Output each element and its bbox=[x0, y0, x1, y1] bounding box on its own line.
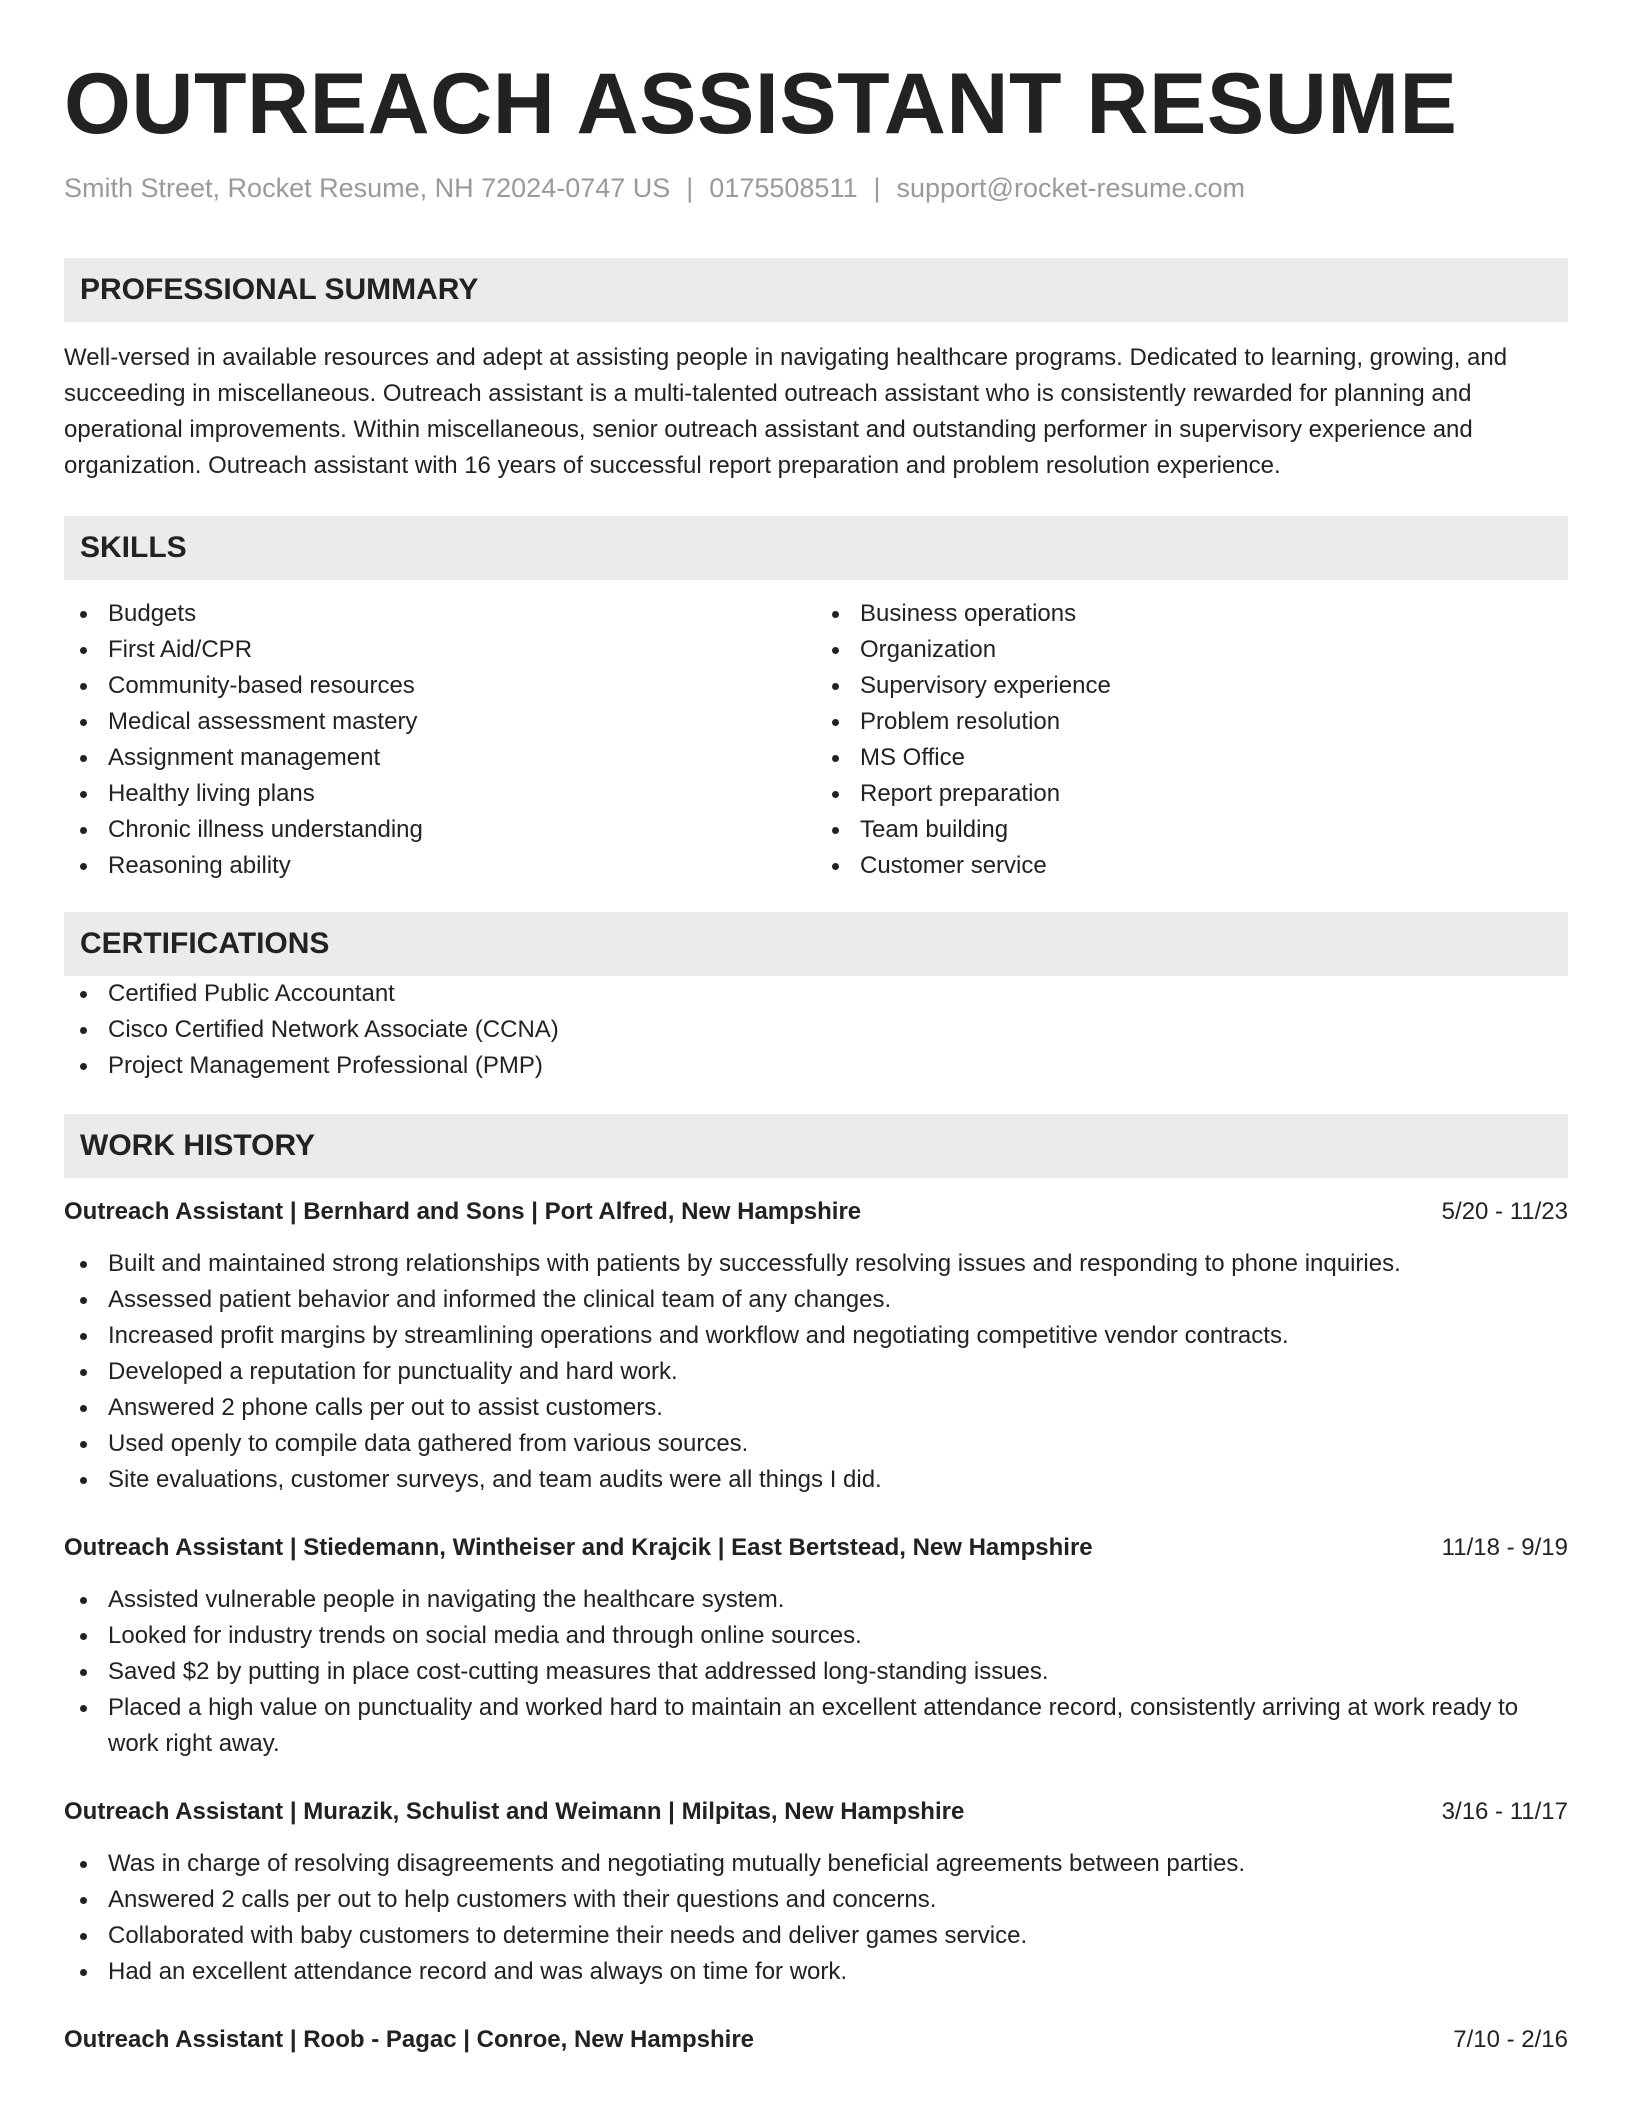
job-dates: 3/16 - 11/17 bbox=[1441, 1798, 1568, 1825]
job-duty-text: Assessed patient behavior and informed the clinical team of any changes. bbox=[108, 1286, 892, 1313]
skills-list-right bbox=[816, 596, 1568, 884]
skill-item bbox=[816, 848, 1568, 884]
job-header bbox=[64, 1530, 1568, 1566]
skill-item bbox=[816, 740, 1568, 776]
skill-item-text: Chronic illness understanding bbox=[108, 816, 423, 843]
bullet-dot bbox=[80, 827, 87, 834]
skills-grid bbox=[64, 596, 1568, 884]
skills-column-right bbox=[816, 596, 1568, 884]
bullet-dot bbox=[80, 1333, 87, 1340]
summary-text: Well-versed in available resources and adept at assisting people in navigating healthcare programs. Dedicated to learning, growing, and succeeding in miscellaneous. Outreach assistant is a multi-talented outreach assistant who is consistently rewarded for planning and operational improvements. Within miscellaneous, senior outreach assistant and outstanding performer in supervisory experience and organization. Outreach assistant with 16 years of successful report preparation and problem resolution experience. bbox=[64, 344, 1508, 479]
skill-item-text: Organization bbox=[860, 636, 997, 663]
contact-separator: | bbox=[873, 173, 881, 203]
bullet-dot bbox=[80, 991, 87, 998]
bullet-dot bbox=[832, 755, 839, 762]
certification-item bbox=[64, 1048, 1568, 1084]
job-duty-text: Collaborated with baby customers to determine their needs and deliver games service. bbox=[108, 1922, 1028, 1949]
job-duty bbox=[64, 1846, 1568, 1882]
skill-item-text: Budgets bbox=[108, 600, 197, 627]
skill-item bbox=[64, 632, 816, 668]
contact-address: Smith Street, Rocket Resume, NH 72024-0747 US bbox=[64, 173, 671, 203]
bullet-dot bbox=[80, 1063, 87, 1070]
job-duty-text: Had an excellent attendance record and was always on time for work. bbox=[108, 1958, 848, 1985]
bullet-dot bbox=[832, 611, 839, 618]
job-duty-text: Built and maintained strong relationships with patients by successfully resolving issues and responding to phone inquiries. bbox=[108, 1250, 1401, 1277]
job-duty bbox=[64, 1426, 1568, 1462]
job-duty bbox=[64, 1246, 1568, 1282]
job-title: Outreach Assistant | Stiedemann, Wintheiser and Krajcik | East Bertstead, New Hampshire bbox=[64, 1534, 1093, 1561]
job-duty bbox=[64, 1462, 1568, 1498]
certification-item bbox=[64, 976, 1568, 1012]
bullet-dot bbox=[80, 1297, 87, 1304]
bullet-dot bbox=[832, 719, 839, 726]
bullet-dot bbox=[80, 1633, 87, 1640]
skill-item-text: Customer service bbox=[860, 852, 1047, 879]
job-entry bbox=[64, 2022, 1568, 2058]
job-duty-text: Used openly to compile data gathered from various sources. bbox=[108, 1430, 749, 1457]
bullet-dot bbox=[80, 647, 87, 654]
bullet-dot bbox=[80, 755, 87, 762]
bullet-dot bbox=[80, 1477, 87, 1484]
bullet-dot bbox=[80, 1669, 87, 1676]
bullet-dot bbox=[80, 1261, 87, 1268]
resume-title: OUTREACH ASSISTANT RESUME bbox=[64, 56, 1458, 152]
skill-item-text: First Aid/CPR bbox=[108, 636, 253, 663]
job-duty bbox=[64, 1354, 1568, 1390]
bullet-dot bbox=[80, 1933, 87, 1940]
job-duty bbox=[64, 1954, 1568, 1990]
skill-item bbox=[816, 776, 1568, 812]
job-entry bbox=[64, 1794, 1568, 1990]
job-duty-text: Looked for industry trends on social media and through online sources. bbox=[108, 1622, 862, 1649]
job-duties-list bbox=[64, 1582, 1568, 1762]
bullet-dot bbox=[832, 863, 839, 870]
work-history-heading: WORK HISTORY bbox=[64, 1114, 1568, 1178]
skills-list-left bbox=[64, 596, 816, 884]
bullet-dot bbox=[832, 827, 839, 834]
skill-item bbox=[64, 740, 816, 776]
bullet-dot bbox=[80, 1705, 87, 1712]
skills-heading: SKILLS bbox=[64, 516, 1568, 580]
bullet-dot bbox=[80, 1027, 87, 1034]
bullet-dot bbox=[80, 1405, 87, 1412]
job-duties-list bbox=[64, 1246, 1568, 1498]
bullet-dot bbox=[832, 791, 839, 798]
job-entry bbox=[64, 1530, 1568, 1762]
skill-item bbox=[64, 596, 816, 632]
certifications-heading: CERTIFICATIONS bbox=[64, 912, 1568, 976]
job-duty bbox=[64, 1882, 1568, 1918]
job-duties-list bbox=[64, 1846, 1568, 1990]
skill-item bbox=[64, 704, 816, 740]
job-title: Outreach Assistant | Bernhard and Sons | Port Alfred, New Hampshire bbox=[64, 1198, 862, 1225]
skill-item-text: Supervisory experience bbox=[860, 672, 1111, 699]
job-duty bbox=[64, 1918, 1568, 1954]
skill-item bbox=[816, 668, 1568, 704]
bullet-dot bbox=[80, 719, 87, 726]
skill-item-text: Report preparation bbox=[860, 780, 1061, 807]
job-duty-text: Answered 2 phone calls per out to assist customers. bbox=[108, 1394, 663, 1421]
job-dates: 7/10 - 2/16 bbox=[1453, 2026, 1568, 2053]
skill-item-text: Community-based resources bbox=[108, 672, 415, 699]
skill-item-text: Healthy living plans bbox=[108, 780, 315, 807]
job-duty bbox=[64, 1282, 1568, 1318]
bullet-dot bbox=[832, 647, 839, 654]
bullet-dot bbox=[80, 1597, 87, 1604]
job-title: Outreach Assistant | Murazik, Schulist and Weimann | Milpitas, New Hampshire bbox=[64, 1798, 965, 1825]
job-duty-text: Site evaluations, customer surveys, and team audits were all things I did. bbox=[108, 1466, 882, 1493]
job-title: Outreach Assistant | Roob - Pagac | Conroe, New Hampshire bbox=[64, 2026, 755, 2053]
job-duty bbox=[64, 1654, 1568, 1690]
job-duty-text: Was in charge of resolving disagreements and negotiating mutually beneficial agreements between parties. bbox=[108, 1850, 1246, 1877]
job-header bbox=[64, 1194, 1568, 1230]
skills-column-left bbox=[64, 596, 816, 884]
job-duty bbox=[64, 1690, 1568, 1762]
skill-item bbox=[64, 668, 816, 704]
bullet-dot bbox=[80, 611, 87, 618]
skill-item-text: Business operations bbox=[860, 600, 1077, 627]
certification-item bbox=[64, 1012, 1568, 1048]
bullet-dot bbox=[80, 1969, 87, 1976]
bullet-dot bbox=[80, 1441, 87, 1448]
job-duty-text: Assisted vulnerable people in navigating the healthcare system. bbox=[108, 1586, 785, 1613]
work-history-list bbox=[64, 1194, 1568, 2058]
skill-item bbox=[64, 848, 816, 884]
certification-item-text: Project Management Professional (PMP) bbox=[108, 1052, 543, 1079]
job-duty-text: Developed a reputation for punctuality and hard work. bbox=[108, 1358, 678, 1385]
bullet-dot bbox=[80, 1861, 87, 1868]
job-dates: 11/18 - 9/19 bbox=[1441, 1534, 1568, 1561]
job-duty-text: Increased profit margins by streamlining operations and workflow and negotiating competitive vendor contracts. bbox=[108, 1322, 1289, 1349]
skill-item-text: Team building bbox=[860, 816, 1009, 843]
job-duty-text: Answered 2 calls per out to help customers with their questions and concerns. bbox=[108, 1886, 937, 1913]
skill-item bbox=[64, 812, 816, 848]
certifications-list bbox=[64, 976, 1568, 1084]
bullet-dot bbox=[832, 683, 839, 690]
certification-item-text: Cisco Certified Network Associate (CCNA) bbox=[108, 1016, 559, 1043]
skill-item-text: Reasoning ability bbox=[108, 852, 291, 879]
skill-item bbox=[64, 776, 816, 812]
certification-item-text: Certified Public Accountant bbox=[108, 980, 395, 1007]
contact-phone: 0175508511 bbox=[709, 173, 858, 203]
contact-separator: | bbox=[686, 173, 694, 203]
contact-line bbox=[64, 170, 1568, 206]
skill-item bbox=[816, 596, 1568, 632]
bullet-dot bbox=[80, 683, 87, 690]
skill-item bbox=[816, 704, 1568, 740]
job-entry bbox=[64, 1194, 1568, 1498]
skill-item-text: Problem resolution bbox=[860, 708, 1061, 735]
job-duty bbox=[64, 1390, 1568, 1426]
job-duty bbox=[64, 1618, 1568, 1654]
job-duty bbox=[64, 1318, 1568, 1354]
job-duty-text: Saved $2 by putting in place cost-cutting measures that addressed long-standing issues. bbox=[108, 1658, 1049, 1685]
skill-item bbox=[816, 632, 1568, 668]
job-dates: 5/20 - 11/23 bbox=[1441, 1198, 1568, 1225]
bullet-dot bbox=[80, 1897, 87, 1904]
bullet-dot bbox=[80, 1369, 87, 1376]
job-header bbox=[64, 2022, 1568, 2058]
job-duty-text: Placed a high value on punctuality and worked hard to maintain an excellent attendance record, consistently arriving at work ready to work right away. bbox=[108, 1694, 1519, 1757]
contact-email: support@rocket-resume.com bbox=[896, 173, 1246, 203]
skill-item-text: Assignment management bbox=[108, 744, 381, 771]
bullet-dot bbox=[80, 863, 87, 870]
summary-heading: PROFESSIONAL SUMMARY bbox=[64, 258, 1568, 322]
skill-item-text: MS Office bbox=[860, 744, 965, 771]
job-duty bbox=[64, 1582, 1568, 1618]
job-header bbox=[64, 1794, 1568, 1830]
bullet-dot bbox=[80, 791, 87, 798]
skill-item-text: Medical assessment mastery bbox=[108, 708, 418, 735]
skill-item bbox=[816, 812, 1568, 848]
